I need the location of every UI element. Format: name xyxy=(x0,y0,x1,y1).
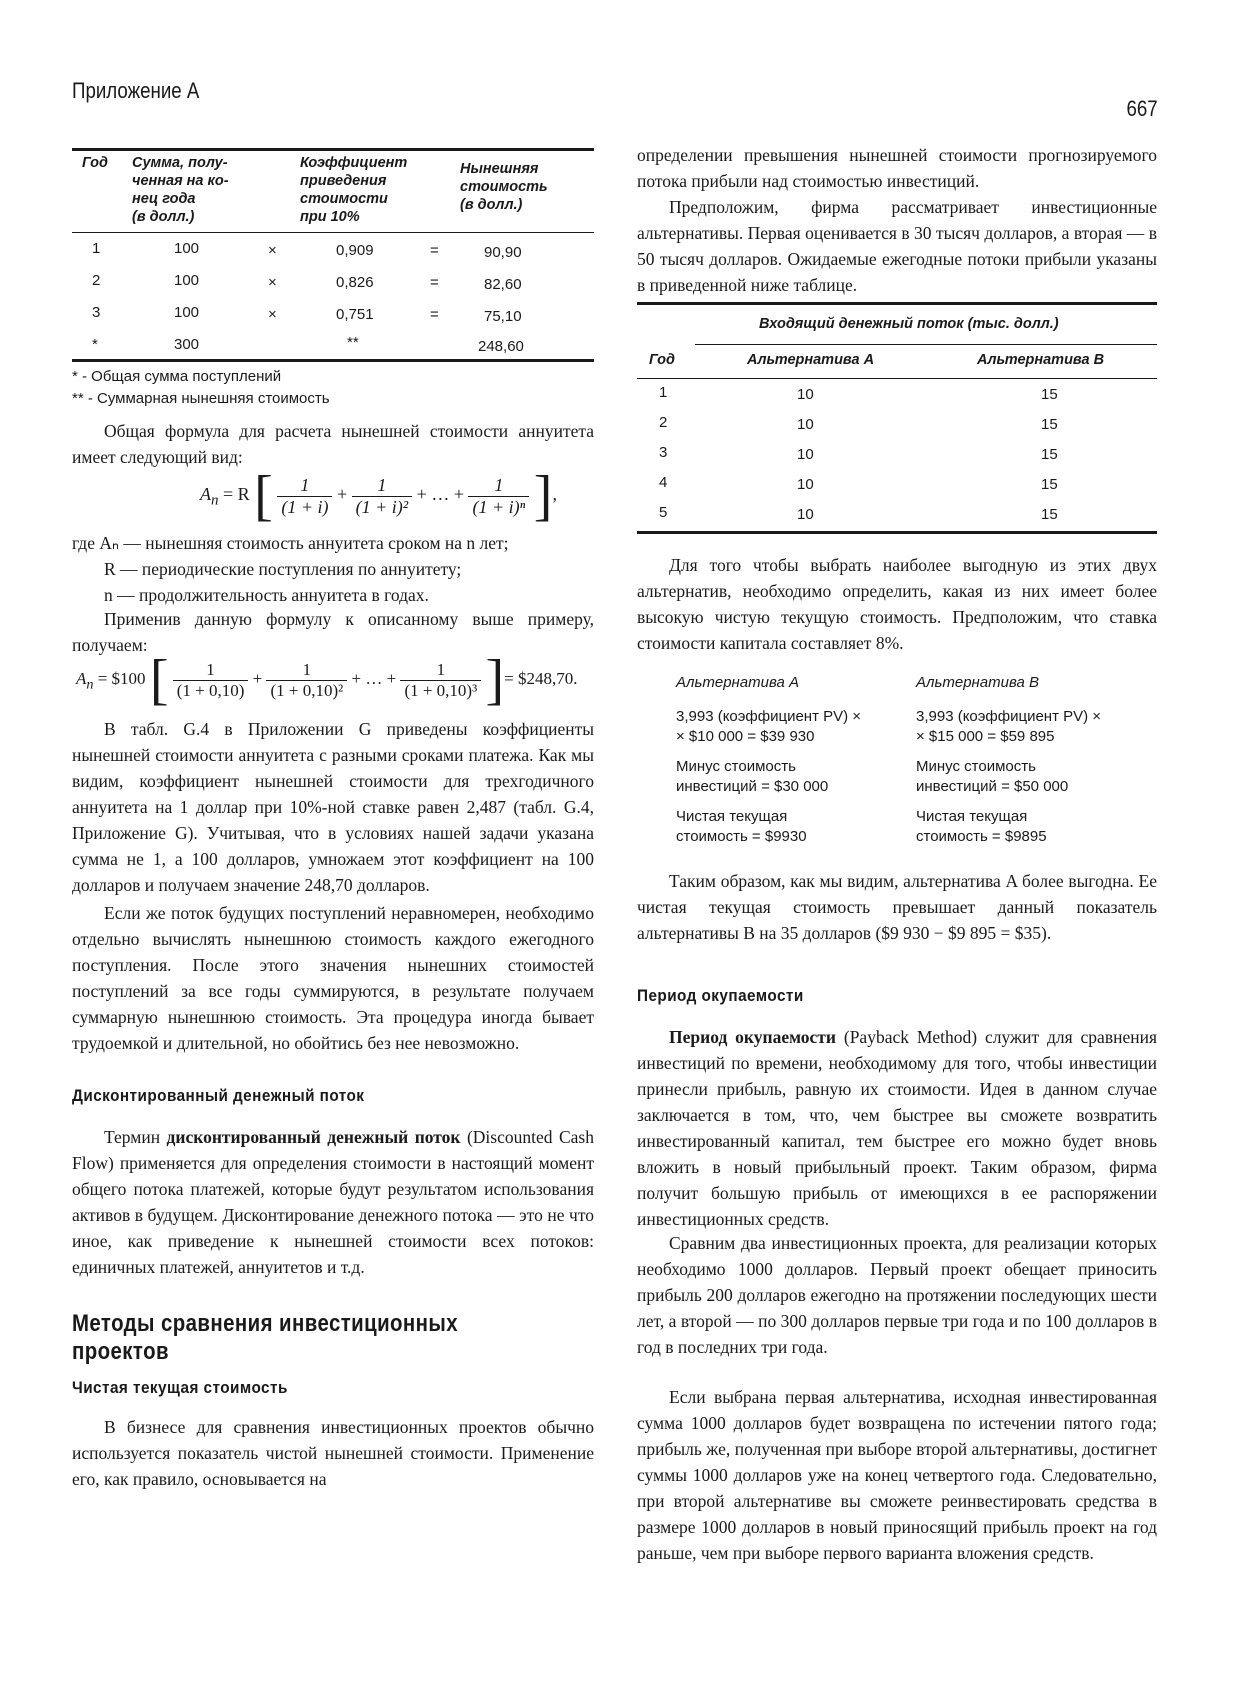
table-header-year: Год xyxy=(82,155,108,171)
alt-a-line: Минус стоимость инвестиций = $30 000 xyxy=(676,758,829,795)
footnote: * - Общая сумма поступлений xyxy=(72,368,282,385)
cell-equals: = xyxy=(430,274,439,291)
cell-alt-a: 10 xyxy=(797,416,814,433)
choose-paragraph: Для того чтобы выбрать наиболее выгодную из этих двух альтернатив, необходимо определить, какая из них имеет более высокую чистую текущую стоимость. Предположим, что ставка стоимости капитала составляет 8%. xyxy=(637,555,1157,653)
cell-pv: 75,10 xyxy=(484,308,522,325)
cashflow-table xyxy=(637,302,1157,534)
cell-equals: = xyxy=(430,306,439,323)
cell-pv: 82,60 xyxy=(484,276,522,293)
table-header-alt-a: Альтернатива A xyxy=(747,352,875,368)
section-heading-payback: Период окупаемости xyxy=(637,986,804,1005)
cell-factor: 0,826 xyxy=(336,274,374,291)
cell-year: 3 xyxy=(92,304,101,321)
suppose-paragraph: Предположим, фирма рассматривает инвестиционные альтернативы. Первая оценивается в 30 тысяч долларов, а вторая — в 50 тысяч долларов. Ожидаемые ежегодные потоки прибыли указаны в приведенной ниже таблице. xyxy=(637,197,1157,295)
uneven-flow-paragraph: Если же поток будущих поступлений неравномерен, необходимо отдельно вычислять нынешнюю стоимость каждого ежегодного поступления. После этого значения нынешних стоимостей поступлений за все годы суммируются, в результате получаем суммарную нынешнюю стоимость. Эта процедура иногда бывает трудоемкой и длительной, но обойтись без нее невозможно. xyxy=(72,903,594,1053)
first-alternative-paragraph: Если выбрана первая альтернатива, исходная инвестированная сумма 1000 долларов будет возвращена по истечении пятого года; прибыль же, полученная при выборе второй альтернативы, достигнет суммы 1000 долларов уже на конец четвертого года. Следовательно, при второй альтернативе вы сможете реинвестировать средства в размере 1000 долларов в новый приносящий прибыль проект на год раньше, чем при выборе первого варианта вложения средств. xyxy=(637,1387,1157,1563)
footnote: ** - Суммарная нынешняя стоимость xyxy=(72,390,330,407)
alt-b-title: Альтернатива B xyxy=(916,674,1039,691)
table-header-factor: Коэффициент приведения стоимости при 10% xyxy=(300,155,408,225)
cell-year: 4 xyxy=(659,474,668,491)
alt-b-line: Чистая текущая стоимость = $9895 xyxy=(916,808,1047,845)
cell-alt-b: 15 xyxy=(1041,416,1058,433)
section-heading-npv: Чистая текущая стоимость xyxy=(72,1378,288,1397)
cell-pv: 90,90 xyxy=(484,244,522,261)
npv-paragraph: В бизнесе для сравнения инвестиционных проектов обычно используется показатель чистой нынешней стоимости. Применение его, как правило, основывается на xyxy=(72,1417,594,1489)
cell-alt-b: 15 xyxy=(1041,386,1058,403)
cell-amount: 100 xyxy=(174,272,200,289)
cell-alt-a: 10 xyxy=(797,446,814,463)
cell-factor: 0,909 xyxy=(336,242,374,259)
cell-year: 5 xyxy=(659,504,668,521)
cell-multiply: × xyxy=(268,274,277,291)
alt-b-block xyxy=(916,674,1156,847)
alt-a-line: 3,993 (коэффициент PV) × × $10 000 = $39 930 xyxy=(676,708,862,745)
alt-b-line: Минус стоимость инвестиций = $50 000 xyxy=(916,758,1069,795)
cell-alt-a: 10 xyxy=(797,476,814,493)
term-dcf: дисконтированный денежный поток xyxy=(166,1127,461,1147)
apply-paragraph: Применив данную формулу к описанному выше примеру, получаем: xyxy=(72,609,594,655)
cell-factor: ** xyxy=(347,334,359,351)
legend-line: где Aₙ — нынешняя стоимость аннуитета сроком на n лет; xyxy=(72,533,509,553)
cell-alt-b: 15 xyxy=(1041,476,1058,493)
alt-a-title: Альтернатива A xyxy=(676,674,799,691)
alt-a-block xyxy=(676,674,906,847)
table-footnotes xyxy=(72,366,594,410)
annuity-formula: $A_n = R$ [ $\frac{1}{(1 + i)}$ + $\frac{1}{\text{(1 + i)²}}$ + … + $\frac{1}{\text{(1 + i)ⁿ}}$ ], xyxy=(200,465,557,527)
table-g4-paragraph: В табл. G.4 в Приложении G приведены коэффициенты нынешней стоимости аннуитета с разными сроками платежа. Как мы видим, коэффициент нынешней стоимости для трехгодичного аннуитета на 1 доллар при 10%-ной ставке равен 2,487 (табл. G.4, Приложение G). Учитывая, что в условиях нашей задачи указана сумма не 1, а 100 долларов, умножаем этот коэффициент на 100 долларов и получаем значение 248,70 долларов. xyxy=(72,719,594,895)
table-header-rule xyxy=(637,378,1157,379)
chapter-heading-methods: Методы сравнения инвестиционных проектов xyxy=(72,1310,459,1365)
continued-paragraph: определении превышения нынешней стоимости прогнозируемого потока прибыли над стоимостью инвестиций. xyxy=(637,145,1157,191)
table-header-alt-b: Альтернатива B xyxy=(977,352,1105,368)
table-bottom-rule xyxy=(637,531,1157,534)
cell-alt-b: 15 xyxy=(1041,506,1058,523)
table-top-rule xyxy=(637,302,1157,305)
legend-line: n — продолжительность аннуитета в годах. xyxy=(104,585,429,605)
cell-amount: 300 xyxy=(174,336,200,353)
cell-pv: 248,60 xyxy=(478,338,524,355)
cell-alt-a: 10 xyxy=(797,386,814,403)
applied-formula: $A_n$ = $100 [ $\frac{1}{(1 + 0,10)}$ + $\frac{1}{\text{(1 + 0,10)²}}$ + … + $\frac{1}{\text{(1 + 0,10)³}}$ ]= $248,70. xyxy=(76,649,578,711)
table-group-rule xyxy=(695,344,1157,345)
term-payback: Период окупаемости xyxy=(669,1027,836,1047)
cell-multiply: × xyxy=(268,242,277,259)
cell-alt-b: 15 xyxy=(1041,446,1058,463)
table-header-year: Год xyxy=(649,352,675,368)
formula-intro: Общая формула для расчета нынешней стоимости аннуитета имеет следующий вид: xyxy=(72,421,594,467)
section-heading-dcf: Дисконтированный денежный поток xyxy=(72,1086,365,1105)
cell-amount: 100 xyxy=(174,240,200,257)
table-header-rule xyxy=(72,232,594,233)
cell-year: 2 xyxy=(659,414,668,431)
cell-year: 3 xyxy=(659,444,668,461)
compare-paragraph: Сравним два инвестиционных проекта, для реализации которых необходимо 1000 долларов. Первый проект обещает приносить прибыль 200 долларов ежегодно на протяжении последующих шести лет, а второй — по 300 долларов первые три года и по 100 долларов в год в последних три года. xyxy=(637,1233,1157,1357)
dcf-paragraph: Термин дисконтированный денежный поток (Discounted Cash Flow) применяется для определения стоимости в настоящий момент общего потока платежей, которые будут результатом использования активов в будущем. Дисконтирование денежного потока — это не что иное, как приведение к нынешней стоимости всех потоков: единичных платежей, аннуитетов и т.д. xyxy=(72,1127,594,1277)
cell-year: 1 xyxy=(659,384,668,401)
formula-legend xyxy=(72,530,594,608)
cell-year: 2 xyxy=(92,272,101,289)
pv-table xyxy=(72,148,594,363)
running-head: Приложение А xyxy=(72,78,200,103)
cell-alt-a: 10 xyxy=(797,506,814,523)
table-top-rule xyxy=(72,148,594,151)
cell-year: 1 xyxy=(92,240,101,257)
payback-paragraph: Период окупаемости (Payback Method) служит для сравнения инвестиций по времени, необходимому для того, чтобы инвестиции принесли прибыль, равную их стоимости. Идея в данном случае заключается в том, что, чем быстрее вы сможете возвратить инвестированный капитал, тем быстрее его можно будет вновь вложить в новый прибыльный проект. Таким образом, фирма получит большую прибыль от имеющихся в ее распоряжении инвестиционных средств. xyxy=(637,1027,1157,1229)
table-group-header: Входящий денежный поток (тыс. долл.) xyxy=(759,316,1059,332)
table-header-pv: Нынешняя стоимость (в долл.) xyxy=(460,161,548,213)
table-header-amount: Сумма, полу- ченная на ко- нец года (в долл.) xyxy=(132,155,229,225)
cell-amount: 100 xyxy=(174,304,200,321)
legend-line: R — периодические поступления по аннуитету; xyxy=(104,559,462,579)
alt-a-line: Чистая текущая стоимость = $9930 xyxy=(676,808,807,845)
page-number: 667 xyxy=(1126,96,1158,121)
cell-multiply: × xyxy=(268,306,277,323)
alt-b-line: 3,993 (коэффициент PV) × × $15 000 = $59 895 xyxy=(916,708,1102,745)
thus-paragraph: Таким образом, как мы видим, альтернатива A более выгодна. Ее чистая текущая стоимость превышает данный показатель альтернативы B на 35 долларов ($9 930 − $9 895 = $35). xyxy=(637,871,1157,943)
cell-year: * xyxy=(92,336,98,353)
cell-factor: 0,751 xyxy=(336,306,374,323)
cell-equals: = xyxy=(430,242,439,259)
table-bottom-rule xyxy=(72,359,594,362)
